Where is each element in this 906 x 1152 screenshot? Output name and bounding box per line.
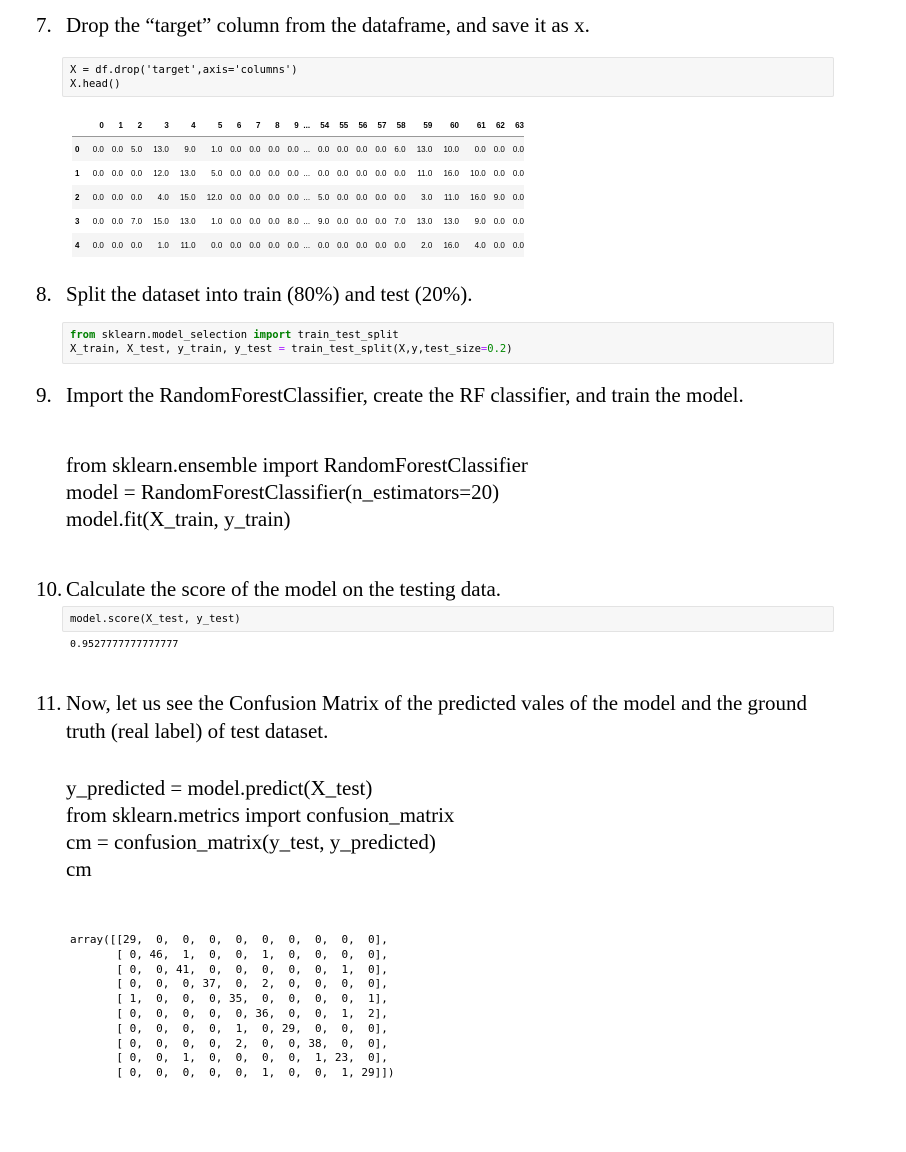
- step9-line: model = RandomForestClassifier(n_estimators=20): [66, 480, 500, 504]
- step8-heading: [36, 281, 473, 307]
- column-header: 57: [367, 114, 386, 137]
- row-index: 0: [75, 144, 80, 154]
- table-cell: 0.0: [474, 144, 486, 154]
- step10-text: Calculate the score of the model on the testing data.: [66, 577, 502, 601]
- table-cell: 13.0: [443, 216, 460, 226]
- table-cell: 0.0: [92, 144, 104, 154]
- table-cell: 0.0: [249, 168, 261, 178]
- step11-code-block: [66, 775, 454, 883]
- score-output: 0.9527777777777777: [70, 639, 179, 650]
- table-cell: 16.0: [443, 168, 460, 178]
- step11-line: y_predicted = model.predict(X_test): [66, 776, 373, 800]
- confusion-matrix-output: [70, 933, 395, 1081]
- step11-heading: [36, 690, 807, 716]
- table-cell: 0.0: [337, 240, 349, 250]
- column-header: 8: [260, 114, 279, 137]
- array-line: [ 0, 0, 0, 37, 0, 2, 0, 0, 0, 0],: [70, 977, 388, 991]
- column-header: 0: [85, 114, 104, 137]
- table-cell: 0.0: [318, 240, 330, 250]
- dataframe-head-table: [72, 114, 524, 257]
- table-cell: 0.0: [230, 192, 242, 202]
- column-header: 6: [222, 114, 241, 137]
- table-header-row: [72, 114, 524, 137]
- table-cell: 7.0: [394, 216, 406, 226]
- table-cell: 13.0: [153, 144, 169, 154]
- step10-number: 10.: [36, 577, 63, 601]
- step8-number: 8.: [36, 282, 52, 306]
- step8-code-cell[interactable]: [62, 322, 834, 364]
- step11-line: cm = confusion_matrix(y_test, y_predicted): [66, 830, 436, 854]
- table-cell: 13.0: [416, 216, 433, 226]
- table-cell: 0.0: [356, 216, 368, 226]
- assign-operator: =: [278, 343, 285, 355]
- table-row: [72, 137, 524, 162]
- table-cell: 12.0: [206, 192, 223, 202]
- array-line: [ 0, 0, 0, 0, 0, 36, 0, 0, 1, 2],: [70, 1006, 388, 1020]
- column-header: 54: [310, 114, 329, 137]
- column-header: 1: [104, 114, 123, 137]
- table-cell: 0.0: [493, 240, 505, 250]
- table-cell: 10.0: [470, 168, 486, 178]
- table-cell: 13.0: [416, 144, 433, 154]
- table-cell: 0.0: [512, 168, 524, 178]
- column-header: 58: [386, 114, 405, 137]
- column-header: ...: [299, 114, 310, 137]
- step11-number: 11.: [36, 691, 62, 715]
- table-cell: 3.0: [421, 192, 433, 202]
- table-cell: 9.0: [474, 216, 486, 226]
- table-cell: 1.0: [157, 240, 169, 250]
- table-cell: 0.0: [512, 192, 524, 202]
- column-header: 61: [459, 114, 486, 137]
- step8-text: Split the dataset into train (80%) and test (20%).: [66, 282, 473, 306]
- table-cell: 0.0: [230, 216, 242, 226]
- table-cell: 0.0: [512, 144, 524, 154]
- array-line: [ 0, 0, 1, 0, 0, 0, 0, 1, 23, 0],: [70, 1051, 388, 1065]
- column-header: 56: [348, 114, 367, 137]
- table-cell: 0.0: [268, 144, 280, 154]
- table-cell: 0.0: [111, 168, 123, 178]
- column-header: 62: [486, 114, 505, 137]
- column-header: 3: [142, 114, 169, 137]
- array-line: [ 0, 0, 41, 0, 0, 0, 0, 0, 1, 0],: [70, 962, 388, 976]
- step11-text-line2: truth (real label) of test dataset.: [66, 719, 329, 743]
- step7-heading: [36, 12, 590, 38]
- table-cell: 0.0: [287, 144, 299, 154]
- table-cell: 0.0: [318, 144, 330, 154]
- table-cell: 0.0: [493, 168, 505, 178]
- table-cell: 0.0: [337, 192, 349, 202]
- score-code: model.score(X_test, y_test): [70, 613, 241, 625]
- table-row: [72, 185, 524, 209]
- table-cell: 9.0: [184, 144, 196, 154]
- assign-targets: X_train, X_test, y_train, y_test: [70, 343, 279, 355]
- table-cell: 0.0: [394, 240, 406, 250]
- table-cell: 11.0: [180, 240, 196, 250]
- table-cell: 0.0: [287, 168, 299, 178]
- table-cell: 0.0: [375, 144, 387, 154]
- table-cell: 0.0: [230, 168, 242, 178]
- table-cell: 0.0: [493, 216, 505, 226]
- table-cell: ...: [303, 168, 311, 178]
- column-header: 2: [123, 114, 142, 137]
- table-cell: 0.0: [130, 240, 143, 250]
- close-paren: ): [506, 343, 513, 355]
- step9-line: from sklearn.ensemble import RandomForestClassifier: [66, 453, 528, 477]
- step10-code-cell[interactable]: [62, 606, 834, 632]
- table-cell: 0.0: [92, 192, 104, 202]
- table-row: [72, 161, 524, 185]
- table-cell: 0.0: [375, 168, 387, 178]
- split-call: train_test_split(X,y,test_size: [284, 343, 481, 355]
- table-row: [72, 209, 524, 233]
- table-cell: 16.0: [470, 192, 486, 202]
- step9-code-block: [66, 452, 528, 533]
- table-cell: 0.0: [211, 240, 223, 250]
- table-cell: 10.0: [443, 144, 460, 154]
- table-cell: 0.0: [268, 240, 280, 250]
- module-name: sklearn.model_selection: [95, 329, 254, 341]
- table-cell: 0.0: [111, 240, 123, 250]
- column-header: 7: [241, 114, 260, 137]
- table-cell: 0.0: [375, 192, 387, 202]
- table-cell: 0.0: [230, 240, 242, 250]
- table-cell: 7.0: [130, 216, 143, 226]
- table-cell: 0.0: [111, 192, 123, 202]
- column-header: 59: [406, 114, 433, 137]
- array-line: [ 0, 46, 1, 0, 0, 1, 0, 0, 0, 0],: [70, 947, 388, 961]
- table-cell: 16.0: [443, 240, 460, 250]
- array-line: [ 0, 0, 0, 0, 1, 0, 29, 0, 0, 0],: [70, 1021, 388, 1035]
- step9-heading: [36, 382, 744, 408]
- table-cell: 0.0: [92, 216, 104, 226]
- array-line: [ 1, 0, 0, 0, 35, 0, 0, 0, 0, 1],: [70, 992, 388, 1006]
- table-cell: 0.0: [318, 168, 330, 178]
- table-cell: 4.0: [157, 192, 169, 202]
- table-cell: ...: [303, 144, 311, 154]
- table-cell: 0.0: [337, 216, 349, 226]
- table-cell: 15.0: [179, 192, 196, 202]
- table-cell: 0.0: [356, 192, 368, 202]
- table-cell: 0.0: [337, 144, 349, 154]
- table-cell: 0.0: [111, 144, 123, 154]
- table-cell: 0.0: [92, 240, 104, 250]
- table-cell: 1.0: [211, 216, 223, 226]
- table-cell: ...: [303, 216, 311, 226]
- table-cell: 9.0: [318, 216, 330, 226]
- table-cell: 0.0: [356, 240, 368, 250]
- test-size-value: 0.2: [487, 343, 507, 355]
- step11-text: Now, let us see the Confusion Matrix of the predicted vales of the model and the ground: [66, 691, 808, 715]
- table-cell: 1.0: [211, 144, 223, 154]
- array-line: [ 0, 0, 0, 0, 0, 1, 0, 0, 1, 29]]): [70, 1066, 395, 1080]
- table-cell: 0.0: [268, 216, 280, 226]
- step7-code-cell[interactable]: [62, 57, 834, 97]
- step7-number: 7.: [36, 13, 52, 37]
- table-cell: 0.0: [111, 216, 123, 226]
- table-cell: 11.0: [444, 192, 460, 202]
- import-name: train_test_split: [291, 329, 399, 341]
- table-cell: 0.0: [512, 216, 524, 226]
- table-cell: 0.0: [249, 144, 261, 154]
- table-cell: ...: [303, 192, 311, 202]
- table-cell: 0.0: [287, 192, 299, 202]
- step7-text: Drop the “target” column from the dataframe, and save it as x.: [66, 13, 590, 37]
- table-cell: 0.0: [249, 216, 261, 226]
- row-index: 2: [75, 192, 80, 202]
- table-cell: 15.0: [153, 216, 169, 226]
- column-header: 4: [169, 114, 196, 137]
- table-cell: 0.0: [130, 192, 143, 202]
- column-header: 63: [505, 114, 524, 137]
- table-cell: 13.0: [179, 216, 196, 226]
- step11-line: cm: [66, 857, 92, 881]
- table-cell: 0.0: [375, 240, 387, 250]
- column-header: 9: [280, 114, 299, 137]
- table-cell: ...: [303, 240, 311, 250]
- table-cell: 0.0: [356, 168, 368, 178]
- table-index-header: [72, 114, 85, 137]
- table-cell: 0.0: [394, 168, 406, 178]
- table-cell: 0.0: [375, 216, 387, 226]
- table-cell: 11.0: [417, 168, 433, 178]
- table-cell: 5.0: [211, 168, 223, 178]
- row-index: 4: [75, 240, 80, 250]
- row-index: 3: [75, 216, 80, 226]
- table-row: [72, 233, 524, 257]
- step10-heading: [36, 576, 501, 602]
- keyword-from: from: [70, 329, 96, 341]
- column-header: 60: [432, 114, 459, 137]
- step7-code-line1: X = df.drop('target',axis='columns'): [70, 64, 298, 76]
- table-cell: 6.0: [394, 144, 406, 154]
- table-cell: 0.0: [394, 192, 406, 202]
- table-cell: 0.0: [268, 168, 280, 178]
- row-index: 1: [75, 168, 80, 178]
- array-line: [ 0, 0, 0, 0, 2, 0, 0, 38, 0, 0],: [70, 1036, 388, 1050]
- step9-text: Import the RandomForestClassifier, create the RF classifier, and train the model.: [66, 383, 744, 407]
- table-cell: 12.0: [153, 168, 169, 178]
- array-line: array([[29, 0, 0, 0, 0, 0, 0, 0, 0, 0],: [70, 933, 388, 946]
- table-cell: 13.0: [179, 168, 196, 178]
- table-cell: 9.0: [493, 192, 505, 202]
- table-cell: 4.0: [474, 240, 486, 250]
- keyword-import: import: [253, 329, 292, 341]
- table-cell: 0.0: [493, 144, 505, 154]
- table-cell: 0.0: [512, 240, 524, 250]
- table-cell: 0.0: [249, 240, 261, 250]
- table-cell: 0.0: [230, 144, 242, 154]
- table-cell: 2.0: [421, 240, 433, 250]
- step9-line: model.fit(X_train, y_train): [66, 507, 291, 531]
- column-header: 5: [196, 114, 223, 137]
- table-cell: 5.0: [130, 144, 143, 154]
- table-cell: 8.0: [287, 216, 299, 226]
- table-cell: 0.0: [287, 240, 299, 250]
- table-cell: 0.0: [337, 168, 349, 178]
- table-cell: 0.0: [268, 192, 280, 202]
- table-cell: 5.0: [318, 192, 330, 202]
- step9-number: 9.: [36, 383, 52, 407]
- table-cell: 0.0: [92, 168, 104, 178]
- column-header: 55: [329, 114, 348, 137]
- table-cell: 0.0: [130, 168, 143, 178]
- table-cell: 0.0: [356, 144, 368, 154]
- kwarg-operator: =: [480, 343, 488, 355]
- step7-code-line2: X.head(): [70, 78, 121, 90]
- table-cell: 0.0: [249, 192, 261, 202]
- step11-line: from sklearn.metrics import confusion_matrix: [66, 803, 455, 827]
